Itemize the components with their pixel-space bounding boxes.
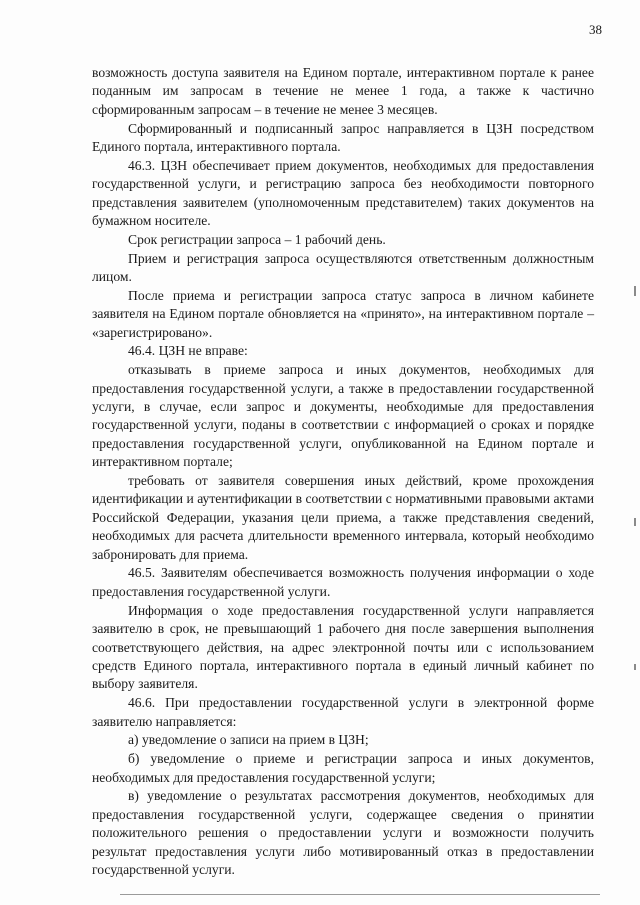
paragraph-46-3: 46.3. ЦЗН обеспечивает прием документов, необходимых для предоставления государственной услуги, и регистрацию запроса без необходимости повторного представления заявителем (уполномоченным представителем) таких документов на бумажном носителе. [92,157,594,229]
document-body [92,64,594,880]
paragraph-extra-actions-prohibition: требовать от заявителя совершения иных действий, кроме прохождения идентификации и аутентификации в соответствии с нормативными правовыми актами Российской Федерации, указания цели приема, а также представления сведений, необходимых для расчета длительности временного интервала, который необходимо забронировать для приема. [92,473,594,562]
paragraph-46-6: 46.6. При предоставлении государственной услуги в электронной форме заявителю направляется: [92,695,594,729]
scan-edge-mark [634,518,636,526]
paragraph-portal-access-duration: возможность доступа заявителя на Едином портале, интерактивном портале к ранее поданным им запросам в течение не менее 1 года, а также к частично сформированным запросам – в течение не менее 3 месяцев. [92,65,594,117]
paragraph-progress-info: Информация о ходе предоставления государственной услуги направляется заявителю в срок, не превышающий 1 рабочего дня после завершения выполнения соответствующего действия, на адрес электронной почты или с использованием средств Единого портала, интерактивного портала в единый личный кабинет по выбору заявителя. [92,602,594,692]
scan-bottom-edge [120,894,600,895]
paragraph-status-update: После приема и регистрации запроса статус запроса в личном кабинете заявителя на Едином портале обновляется на «принято», на интерактивном портале – «зарегистрировано». [92,287,594,340]
paragraph-refusal-prohibition: отказывать в приеме запроса и иных документов, необходимых для предоставления государственной услуги, а также в предоставлении государственной услуги, в случае, если запрос и документы, необходимые для предоставления государственной услуги, поданы в соответствии с информацией о сроках и порядке предоставления государственной услуги, опубликованной на Едином портале и интерактивном портале; [92,362,594,470]
scan-edge-mark [634,286,636,296]
paragraph-request-submission: Сформированный и подписанный запрос направляется в ЦЗН посредством Единого портала, интерактивного портала. [92,120,594,155]
list-item-c: в) уведомление о результатах рассмотрения документов, необходимых для предоставления государственной услуги, содержащее сведения о принятии положительного решения о предоставлении услуги и возможности получить результат предоставления услуги либо мотивированный отказ в предоставлении государственной услуги. [92,788,594,877]
paragraph-46-5: 46.5. Заявителям обеспечивается возможность получения информации о ходе предоставления государственной услуги. [92,565,594,599]
list-item-b: б) уведомление о приеме и регистрации запроса и иных документов, необходимых для предоставления государственной услуги; [92,751,594,785]
page-number: 38 [589,22,602,37]
paragraph-registration-officer: Прием и регистрация запроса осуществляются ответственным должностным лицом. [92,250,594,285]
scan-edge-mark [634,664,636,670]
paragraph-registration-term: Срок регистрации запроса – 1 рабочий день. [128,231,386,247]
paragraph-46-4: 46.4. ЦЗН не вправе: [128,343,248,359]
list-item-a: а) уведомление о записи на прием в ЦЗН; [128,732,369,748]
